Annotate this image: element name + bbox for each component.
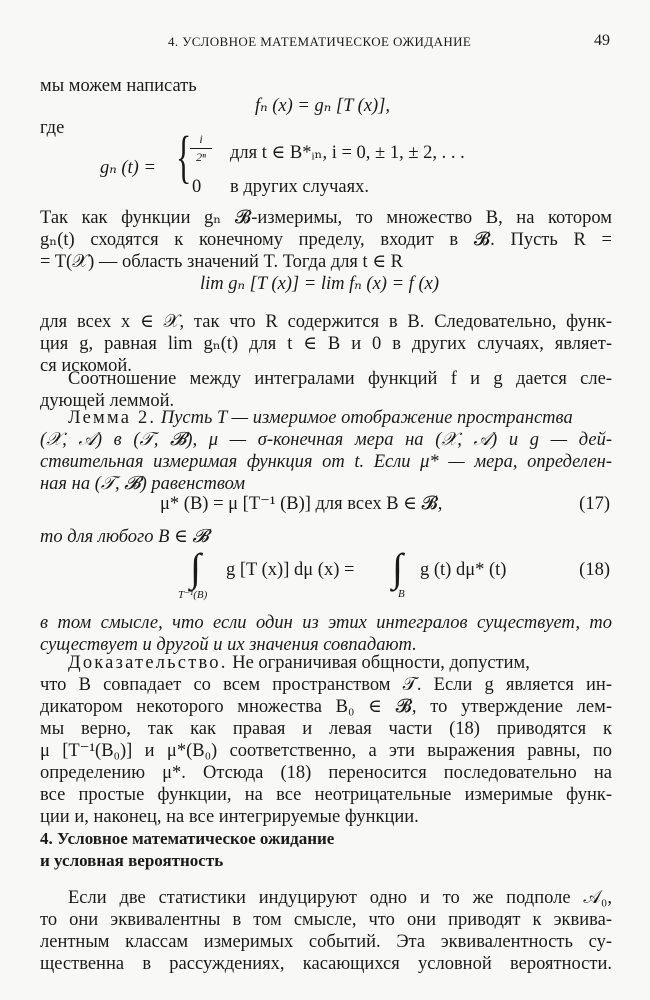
case2-value: 0 bbox=[192, 177, 202, 197]
text-line: где bbox=[40, 118, 65, 138]
text-line: то они эквивалентны в том смысле, что они приводят к эквива- bbox=[40, 910, 612, 930]
lemma-line: ная на (𝒯, 𝓑) равенством bbox=[40, 474, 246, 494]
proof-line bbox=[68, 652, 612, 674]
text-line: для всех x ∈ 𝒳, так что R содержится в B. Следовательно, функ- bbox=[40, 312, 612, 332]
text-line: gₙ(t) сходятся к конечному пределу, входит в 𝓑. Пусть R = bbox=[40, 230, 612, 250]
text-line: в том смысле, что если один из этих интегралов существует, то bbox=[40, 613, 612, 633]
text-line: Соотношение между интегралами функций f и g дается сле- bbox=[68, 369, 612, 389]
lemma-line bbox=[68, 407, 612, 429]
text-line: мы верно, так как правая и левая части (18) приводятся к bbox=[40, 719, 612, 739]
text-line: мы можем написать bbox=[40, 76, 197, 96]
equation-17: μ* (B) = μ [T⁻¹ (B)] для всех B ∈ 𝓑, bbox=[160, 494, 443, 514]
section-heading: и условная вероятность bbox=[40, 851, 224, 870]
text-line: что B совпадает со всем пространством 𝒯. Если g является ин- bbox=[40, 675, 612, 695]
case-brace: { bbox=[176, 124, 192, 189]
equation-18-lhs: g [T (x)] dμ (x) = bbox=[226, 560, 355, 580]
formula-fn: fₙ (x) = gₙ [T (x)], bbox=[255, 96, 391, 116]
integral-sign-left: ∫ bbox=[190, 545, 201, 590]
text-line: ся искомой. bbox=[40, 356, 132, 376]
integral-lower-right: B bbox=[398, 588, 405, 600]
text-line: ции и, наконец, на все интегрируемые функции. bbox=[40, 807, 419, 827]
equation-18-rhs: g (t) dμ* (t) bbox=[420, 560, 507, 580]
text-line: = T(𝒳) — область значений T. Тогда для t ∈ R bbox=[40, 252, 403, 272]
text-line: существует и другой и их значения совпадают. bbox=[40, 635, 417, 655]
page-number: 49 bbox=[594, 32, 610, 49]
lemma-label: Лемма 2. bbox=[68, 408, 157, 428]
lemma-line: (𝒳, 𝒜) в (𝒯, 𝓑), μ — σ-конечная мера на (𝒳, 𝒜) и g — дей- bbox=[40, 430, 612, 450]
case-lhs: gₙ (t) = bbox=[100, 158, 156, 178]
page-header bbox=[40, 30, 612, 56]
fraction-bar bbox=[190, 148, 212, 149]
equation-18-number: (18) bbox=[579, 560, 610, 580]
integral-sign-right: ∫ bbox=[392, 545, 403, 590]
equation-17-number: (17) bbox=[579, 494, 610, 514]
case2-condition: в других случаях. bbox=[230, 177, 369, 197]
text-line: дикатором некоторого множества B₀ ∈ 𝓑, то утверждение лем- bbox=[40, 697, 612, 717]
lemma-line: ствительная измеримая функция от t. Если μ* — мера, определен- bbox=[40, 452, 612, 472]
text-line: то для любого B ∈ 𝓑 bbox=[40, 527, 209, 547]
case1-denominator: 2ⁿ bbox=[196, 150, 206, 164]
text-line: дующей леммой. bbox=[40, 391, 175, 411]
text-line: щественна в рассуждениях, касающихся условной вероятности. bbox=[40, 954, 612, 974]
proof-label: Доказательство. bbox=[68, 653, 228, 673]
text-line: определению μ*. Отсюда (18) переносится последовательно на bbox=[40, 763, 612, 783]
formula-lim: lim gₙ [T (x)] = lim fₙ (x) = f (x) bbox=[200, 274, 439, 294]
case1-condition: для t ∈ B*ᵢₙ, i = 0, ± 1, ± 2, . . . bbox=[230, 143, 465, 163]
case1-fraction bbox=[190, 132, 212, 165]
text-line: все простые функции, на все неотрицательные измеримые функ- bbox=[40, 785, 612, 805]
text-line: лентным классам измеримых событий. Эта эквивалентность су- bbox=[40, 932, 612, 952]
case1-numerator: i bbox=[199, 132, 203, 146]
text-line: Так как функции gₙ 𝓑-измеримы, то множество B, на котором bbox=[40, 208, 612, 228]
lemma-text: Пусть T — измеримое отображение пространства bbox=[160, 408, 573, 428]
proof-text: Не ограничивая общности, допустим, bbox=[232, 653, 530, 673]
section-heading: 4. Условное математическое ожидание bbox=[40, 829, 335, 848]
text-line: ция g, равная lim gₙ(t) для t ∈ B и 0 в других случаях, являет- bbox=[40, 334, 612, 354]
text-line: Если две статистики индуцируют одно и то же подполе 𝒜₀, bbox=[68, 888, 612, 908]
integral-lower-left: T⁻¹(B) bbox=[178, 589, 208, 601]
text-line: μ [T⁻¹(B₀)] и μ*(B₀) соответственно, а эти выражения равны, по bbox=[40, 741, 612, 761]
running-head: 4. УСЛОВНОЕ МАТЕМАТИЧЕСКОЕ ОЖИДАНИЕ bbox=[168, 34, 472, 49]
